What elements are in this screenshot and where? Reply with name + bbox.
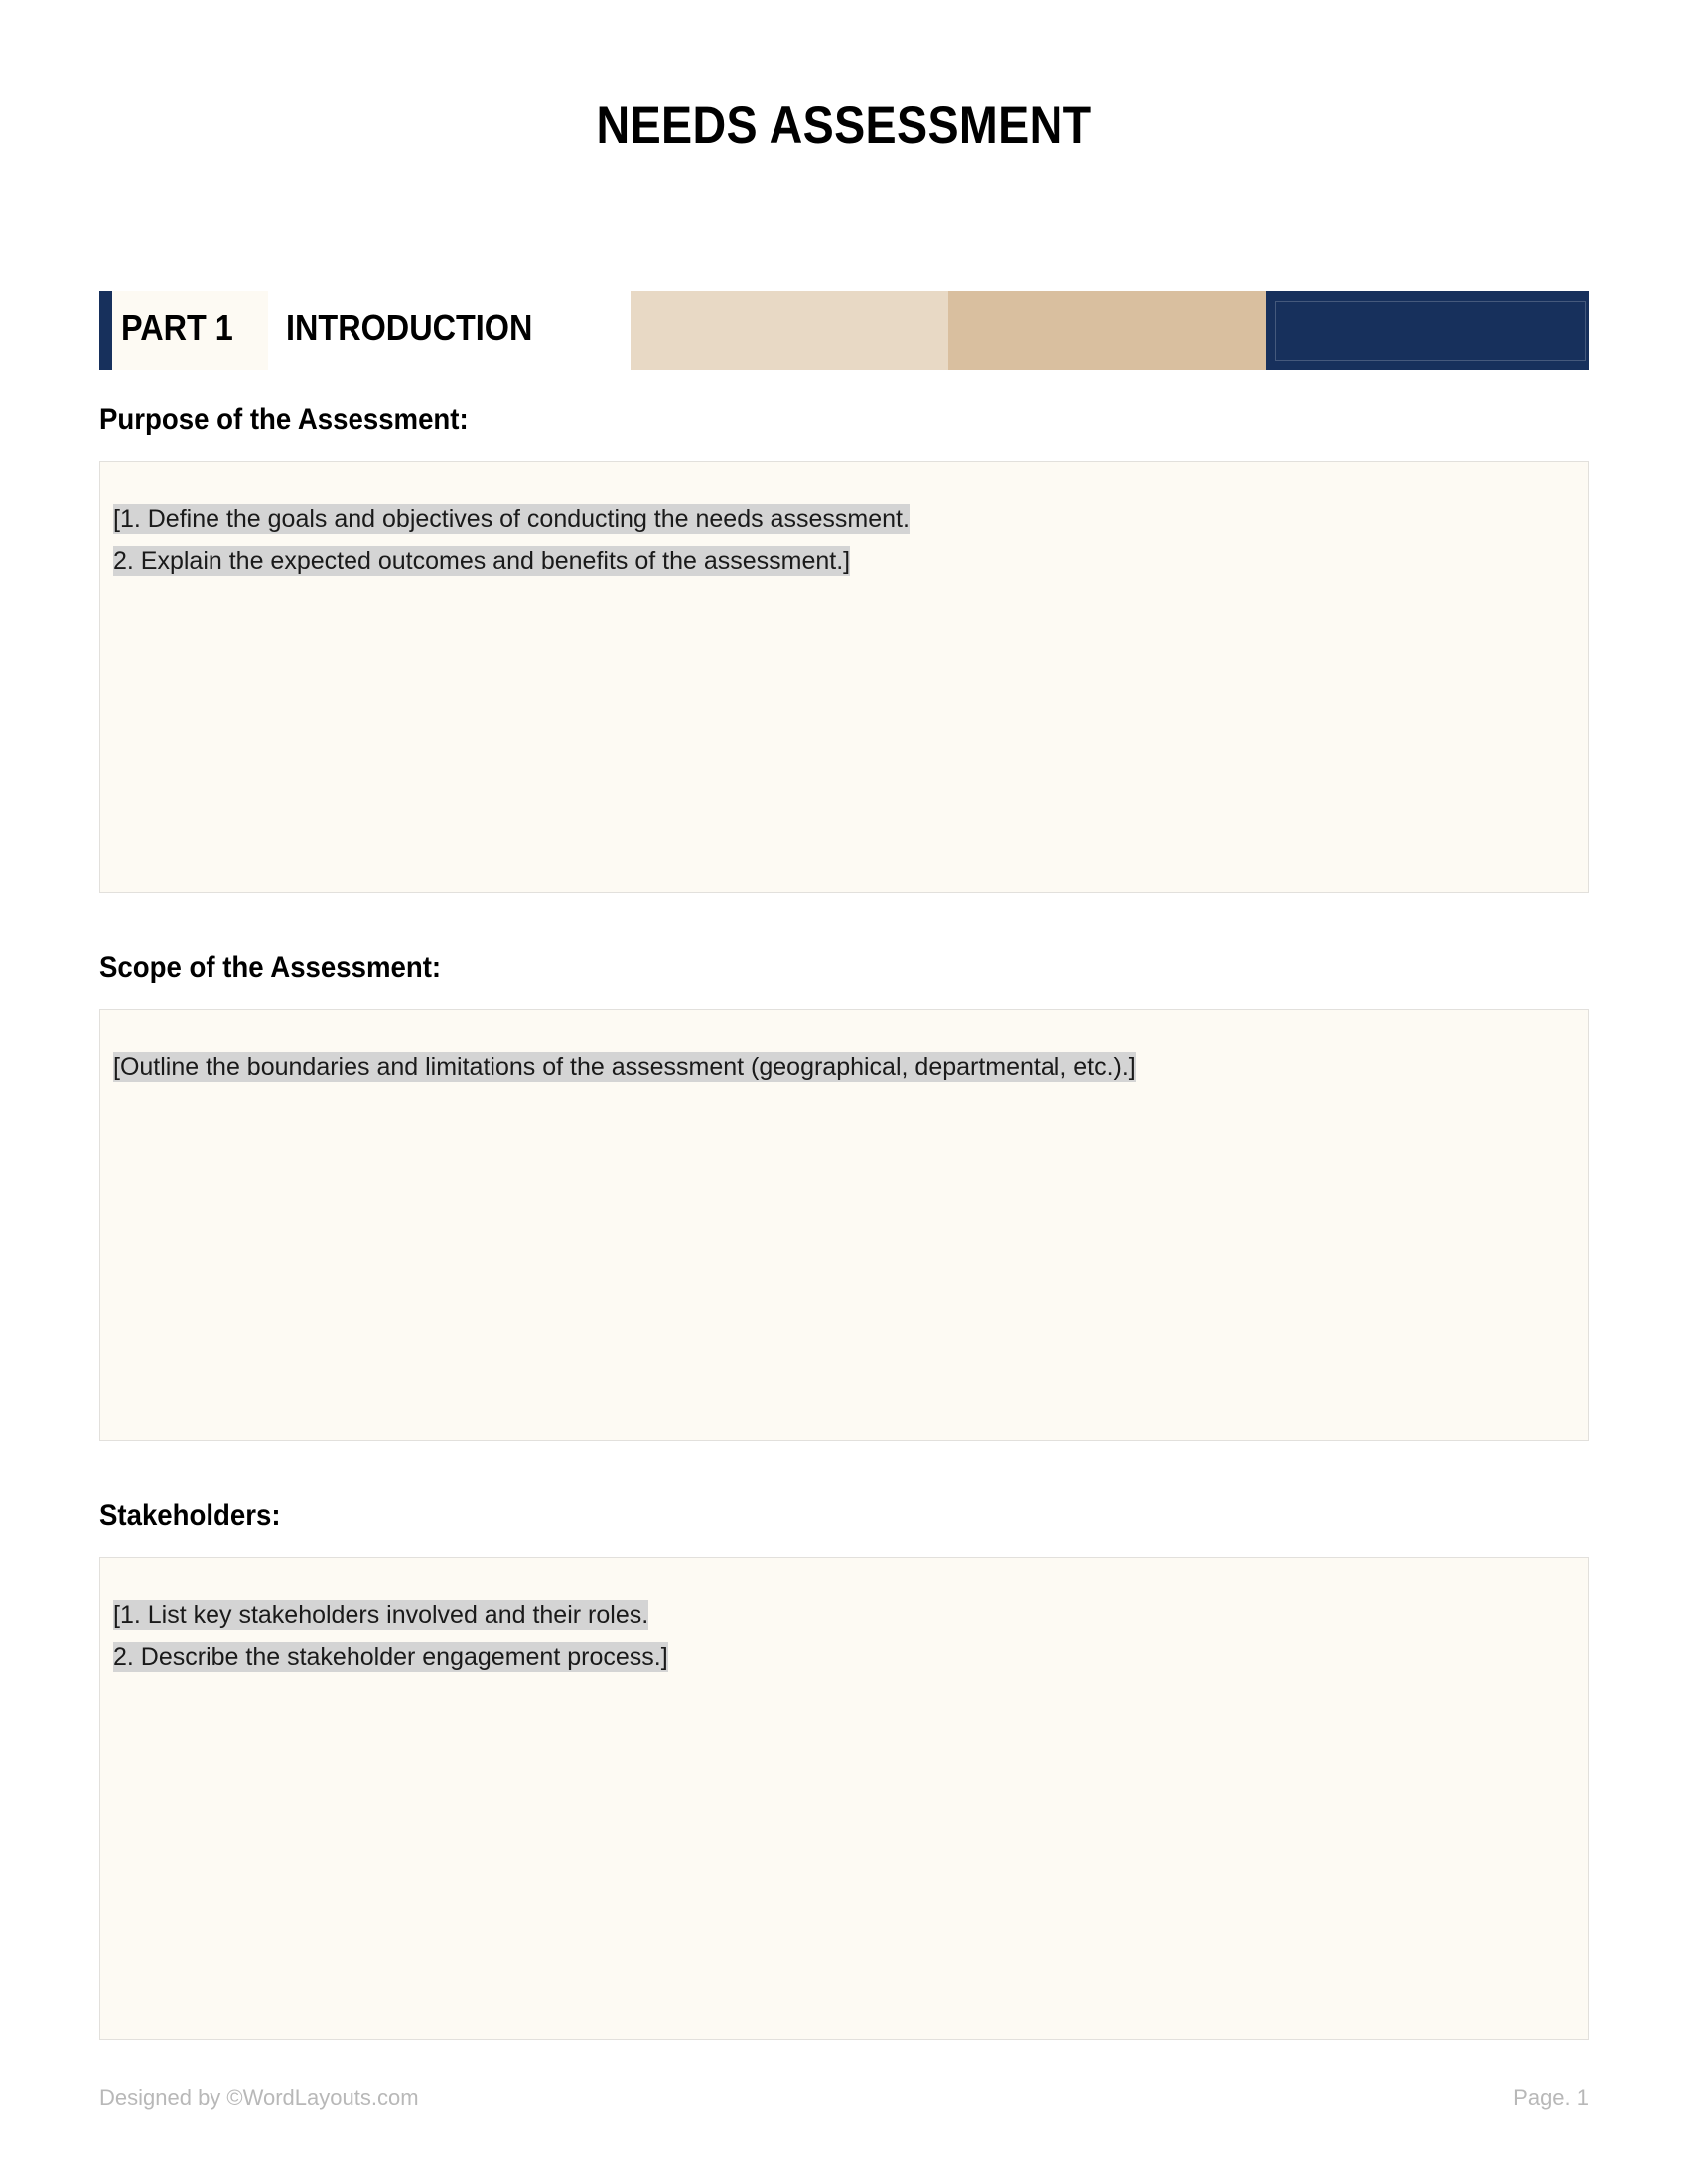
section-heading-stakeholders: Stakeholders: bbox=[99, 1499, 281, 1532]
part-title-label: INTRODUCTION bbox=[286, 307, 533, 347]
placeholder-line-text[interactable]: [Outline the boundaries and limitations of the assessment (geographical, departmental, etc.).] bbox=[113, 1053, 1136, 1081]
footer-credit: Designed by ©WordLayouts.com bbox=[99, 2085, 419, 2110]
content-box-purpose[interactable] bbox=[99, 461, 1589, 893]
placeholder-line bbox=[113, 1594, 1575, 1636]
placeholder-line-text[interactable]: [1. List key stakeholders involved and their roles. bbox=[113, 1601, 649, 1629]
footer-page-number: Page. 1 bbox=[1513, 2085, 1589, 2110]
placeholder-line-text[interactable]: 2. Explain the expected outcomes and benefits of the assessment.] bbox=[113, 547, 851, 575]
placeholder-line bbox=[113, 1636, 1575, 1678]
placeholder-text-stakeholders[interactable] bbox=[113, 1594, 1575, 1678]
page-title: NEEDS ASSESSMENT bbox=[596, 96, 1092, 155]
placeholder-line bbox=[113, 498, 1575, 540]
swatch-navy bbox=[1266, 291, 1589, 370]
swatch-tan bbox=[948, 291, 1266, 370]
placeholder-line-text[interactable]: [1. Define the goals and objectives of conducting the needs assessment. bbox=[113, 505, 910, 533]
swatch-beige bbox=[631, 291, 948, 370]
placeholder-line bbox=[113, 540, 1575, 582]
page-footer bbox=[99, 2085, 1589, 2115]
placeholder-text-purpose[interactable] bbox=[113, 498, 1575, 582]
placeholder-text-scope[interactable] bbox=[113, 1046, 1575, 1088]
content-box-scope[interactable] bbox=[99, 1009, 1589, 1441]
part-number-label: PART 1 bbox=[121, 307, 233, 347]
section-heading-purpose: Purpose of the Assessment: bbox=[99, 403, 469, 436]
section-heading-scope: Scope of the Assessment: bbox=[99, 951, 442, 984]
placeholder-line-text[interactable]: 2. Describe the stakeholder engagement process.] bbox=[113, 1643, 668, 1671]
part-header-band bbox=[99, 291, 1589, 370]
placeholder-line bbox=[113, 1046, 1575, 1088]
content-box-stakeholders[interactable] bbox=[99, 1557, 1589, 2040]
part-accent-bar bbox=[99, 291, 112, 370]
